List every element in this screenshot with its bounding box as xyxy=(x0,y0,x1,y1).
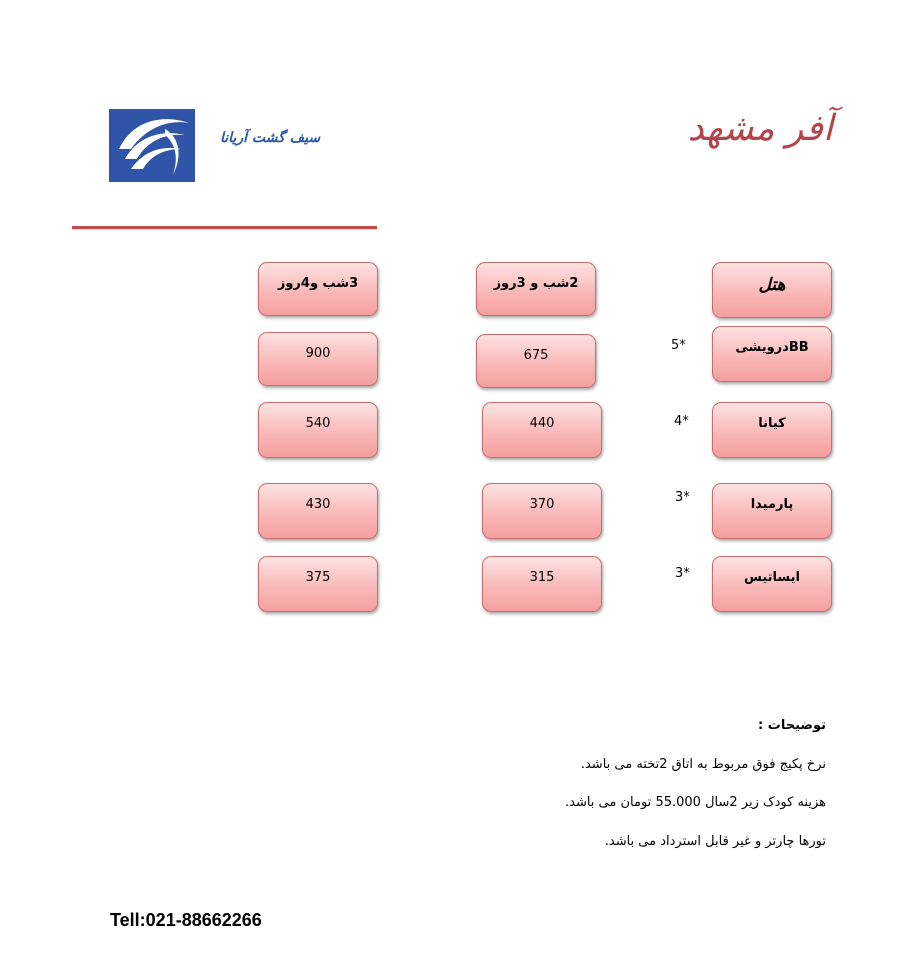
price-3nights-cell: 430 xyxy=(258,483,378,539)
notes-title: توضیحات : xyxy=(758,718,826,733)
header-col-hotel: هتل xyxy=(712,262,832,318)
price-3nights-cell: 900 xyxy=(258,332,378,386)
note-line: تورها چارتر و غیر قابل استرداد می باشد. xyxy=(604,834,826,849)
price-3nights-cell: 375 xyxy=(258,556,378,612)
price-3nights-cell: 540 xyxy=(258,402,378,458)
company-name: سیف گشت آریانا xyxy=(220,130,321,146)
hotel-stars: 3* xyxy=(675,566,690,581)
header-divider xyxy=(72,226,377,229)
hotel-name-cell: کیانا xyxy=(712,402,832,458)
price-2nights-cell: 440 xyxy=(482,402,602,458)
hotel-name-cell: BBدرویشی xyxy=(712,326,832,382)
hotel-name-cell: پارمیدا xyxy=(712,483,832,539)
note-line: نرخ پکیج فوق مربوط به اتاق 2تخته می باشد. xyxy=(580,757,826,772)
price-2nights-cell: 370 xyxy=(482,483,602,539)
phone-number: Tell:021-88662266 xyxy=(110,910,262,930)
note-line: هزینه کودک زیر 2سال 55.000 تومان می باشد. xyxy=(565,795,826,810)
hotel-name-cell: ایساتیس xyxy=(712,556,832,612)
hotel-stars: 4* xyxy=(674,414,689,429)
price-2nights-cell: 315 xyxy=(482,556,602,612)
price-2nights-cell: 675 xyxy=(476,334,596,388)
header-col-3nights: 3شب و4روز xyxy=(258,262,378,316)
header-col-2nights: 2شب و 3روز xyxy=(476,262,596,316)
hotel-stars: 5* xyxy=(671,338,686,353)
company-logo xyxy=(109,109,195,182)
hotel-stars: 3* xyxy=(675,490,690,505)
page-title: آفر مشهد xyxy=(687,108,833,149)
